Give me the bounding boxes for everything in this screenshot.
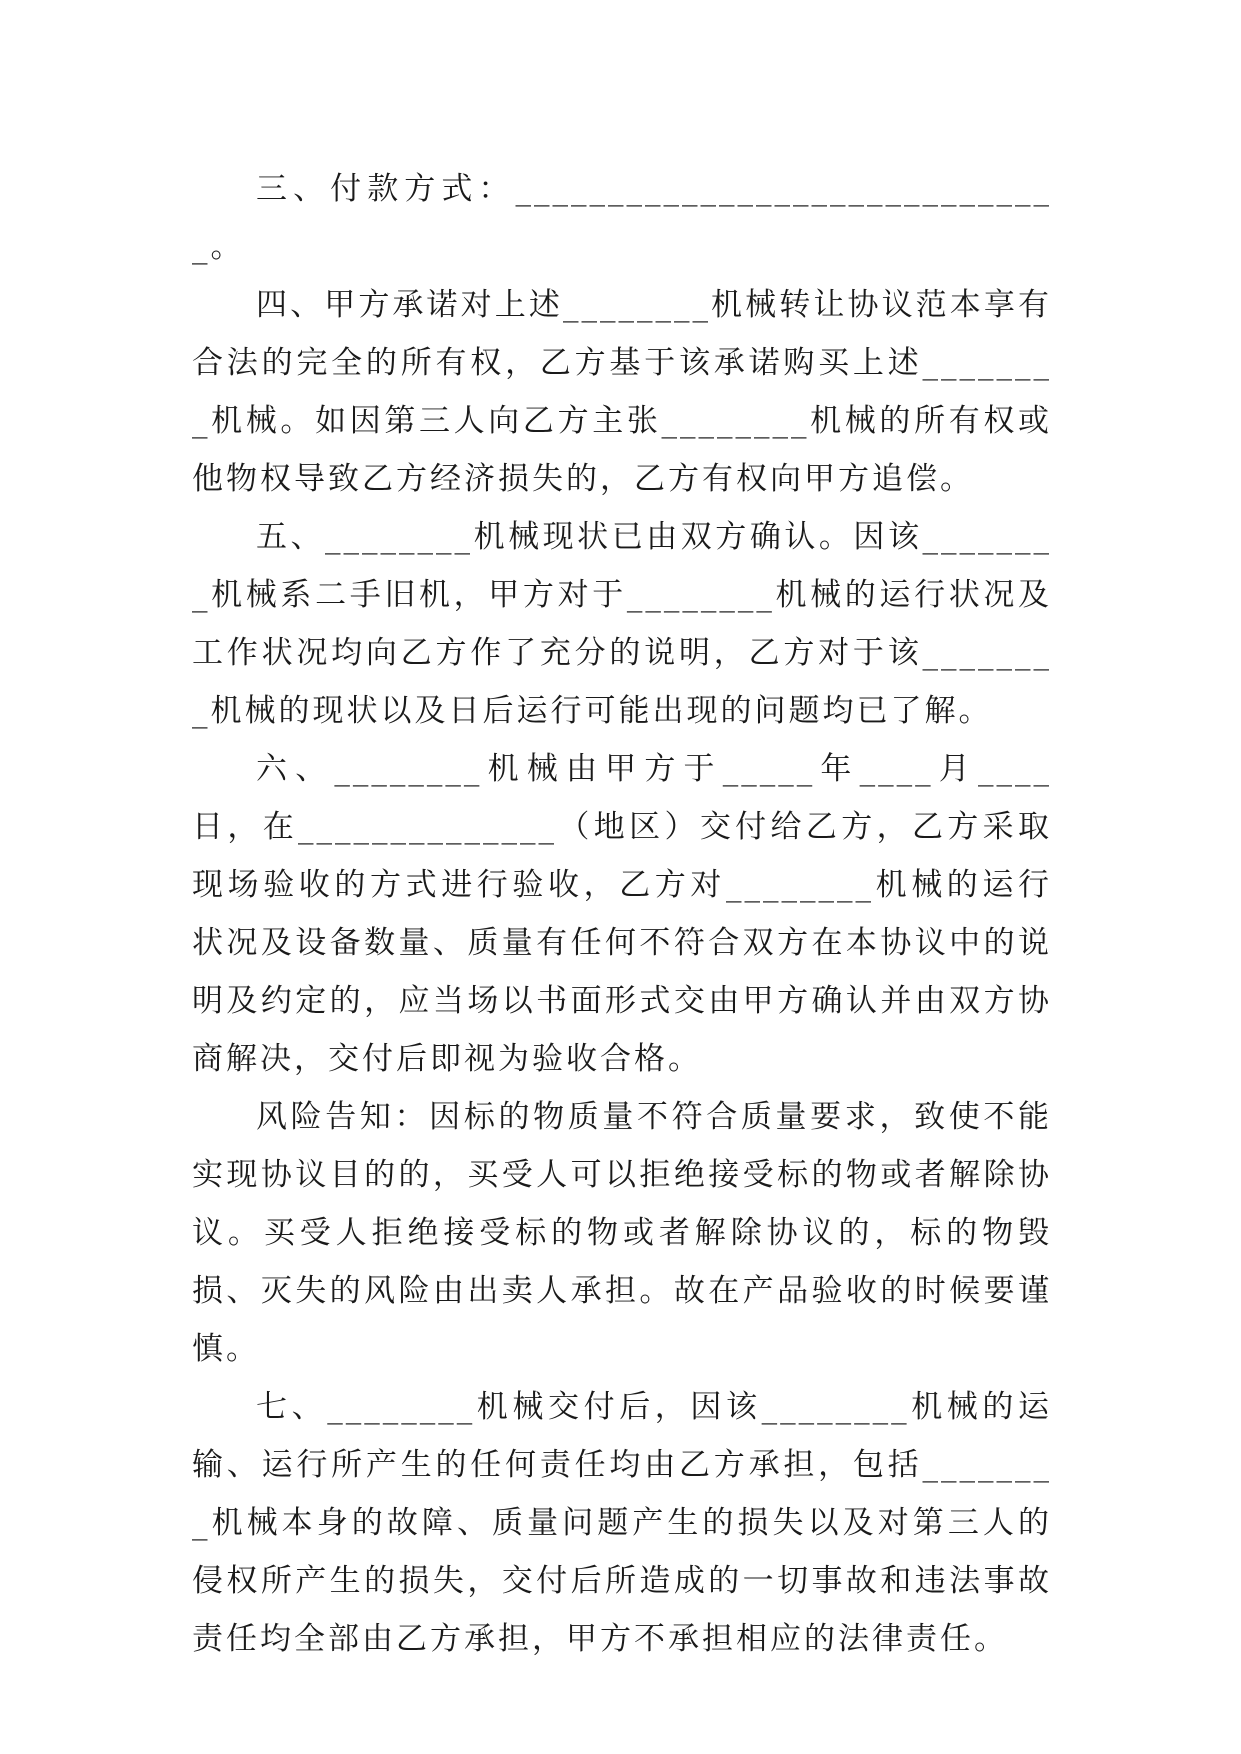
- clause-liability: 七、________机械交付后，因该________机械的运输、运行所产生的任何责任均由乙方承担，包括________机械本身的故障、质量问题产生的损失以及对第三人的侵权所产生的损失，交付后所造成的一切事故和违法事故责任均全部由乙方承担，甲方不承担相应的法律责任。: [192, 1389, 1052, 1657]
- document-page: [192, 160, 1052, 1668]
- clause-payment-method: 三、付款方式：______________________________。: [192, 171, 1052, 265]
- clause-ownership: 四、甲方承诺对上述________机械转让协议范本享有合法的完全的所有权，乙方基于该承诺购买上述________机械。如因第三人向乙方主张________机械的所有权或他物权导致乙方经济损失的，乙方有权向甲方追偿。: [192, 287, 1052, 497]
- clause-condition: 五、________机械现状已由双方确认。因该________机械系二手旧机，甲方对于________机械的运行状况及工作状况均向乙方作了充分的说明，乙方对于该________机械的现状以及日后运行可能出现的问题均已了解。: [192, 519, 1052, 729]
- clause-delivery: 六、________机械由甲方于_____年____月____日，在______________（地区）交付给乙方，乙方采取现场验收的方式进行验收，乙方对________机械的运行状况及设备数量、质量有任何不符合双方在本协议中的说明及约定的，应当场以书面形式交由甲方确认并由双方协商解决，交付后即视为验收合格。: [192, 751, 1052, 1077]
- risk-notice: 风险告知：因标的物质量不符合质量要求，致使不能实现协议目的的，买受人可以拒绝接受标的物或者解除协议。买受人拒绝接受标的物或者解除协议的，标的物毁损、灭失的风险由出卖人承担。故在产品验收的时候要谨慎。: [192, 1099, 1052, 1367]
